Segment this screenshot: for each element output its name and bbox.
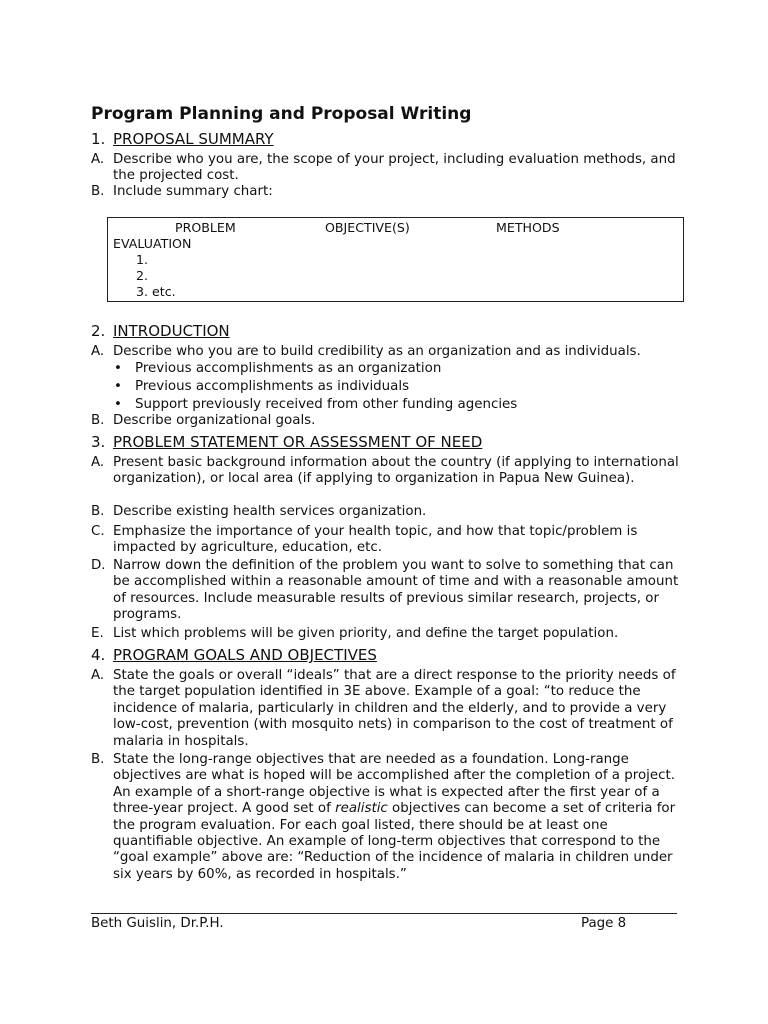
list-item [91, 524, 681, 557]
section-number: 4. [91, 646, 106, 664]
item-letter: A. [91, 668, 105, 683]
list-item [91, 558, 681, 624]
bullet-icon: • [114, 397, 122, 412]
bullet-item [114, 379, 409, 395]
page-title: Program Planning and Proposal Writing [91, 104, 472, 124]
section-label: PROGRAM GOALS AND OBJECTIVES [113, 646, 377, 664]
item-text: Emphasize the importance of your health topic, and how that topic/problem is impacted by agriculture, education, etc. [113, 524, 638, 556]
section-heading-4 [91, 646, 377, 664]
item-letter: C. [91, 524, 105, 539]
item-letter: B. [91, 504, 105, 519]
list-item [91, 668, 681, 750]
chart-row: 3. etc. [136, 284, 176, 299]
section-number: 1. [91, 130, 106, 148]
list-item [91, 455, 681, 488]
footer-author: Beth Guislin, Dr.P.H. [91, 916, 224, 931]
section-heading-1 [91, 130, 274, 148]
item-letter: A. [91, 455, 105, 470]
section-heading-3 [91, 433, 482, 451]
item-letter: E. [91, 626, 104, 641]
bullet-text: Previous accomplishments as an organization [135, 361, 442, 376]
item-text: State the long-range objectives that are needed as a foundation. Long-range objectives are what is hoped will be accomplished after the completion of a project. An example of a short-range objective is what is expected after the first year of a three-year project. A good set of realistic objectives can become a set of criteria for the program evaluation. For each goal listed, there should be at least one quantifiable objective. An example of long-term objectives that correspond to the “goal example” above are: “Reduction of the incidence of malaria in children under six years by 60%, as recorded in hospitals.” [113, 752, 676, 882]
chart-header-problem: PROBLEM [175, 220, 236, 235]
item-text: Present basic background information about the country (if applying to international organization), or local area (if applying to organization in Papua New Guinea). [113, 455, 679, 487]
summary-chart [107, 217, 684, 302]
chart-header-evaluation: EVALUATION [113, 236, 192, 251]
chart-header-objectives: OBJECTIVE(S) [325, 220, 410, 235]
chart-row: 2. [136, 268, 149, 283]
list-item [91, 752, 681, 883]
item-text: Describe organizational goals. [113, 413, 316, 428]
bullet-icon: • [114, 361, 122, 376]
item-letter: B. [91, 184, 105, 199]
item-text: Narrow down the definition of the problem you want to solve to something that can be accomplished within a reasonable amount of time and with a reasonable amount of resources. Include measurable results of previous similar research, projects, or programs. [113, 558, 679, 623]
item-text: List which problems will be given priority, and define the target population. [113, 626, 619, 641]
bullet-item [114, 397, 517, 413]
section-heading-2 [91, 322, 230, 340]
item-text: Include summary chart: [113, 184, 273, 199]
section-label: PROBLEM STATEMENT OR ASSESSMENT OF NEED [113, 433, 483, 451]
item-letter: B. [91, 752, 105, 767]
item-text: Describe existing health services organization. [113, 504, 427, 519]
footer-rule [91, 913, 677, 914]
item-letter: D. [91, 558, 106, 573]
footer-page-number: Page 8 [581, 916, 627, 931]
list-item [91, 184, 681, 200]
item-letter: A. [91, 344, 105, 359]
section-number: 2. [91, 322, 106, 340]
list-item [91, 413, 681, 429]
list-item [91, 344, 681, 360]
bullet-text: Support previously received from other funding agencies [135, 397, 518, 412]
section-label: INTRODUCTION [113, 322, 230, 340]
bullet-icon: • [114, 379, 122, 394]
chart-row: 1. [136, 252, 149, 267]
section-number: 3. [91, 433, 106, 451]
list-item [91, 626, 681, 642]
item-letter: A. [91, 152, 105, 167]
list-item [91, 152, 681, 185]
bullet-item [114, 361, 441, 377]
item-text: Describe who you are, the scope of your project, including evaluation methods, and the projected cost. [113, 152, 676, 184]
bullet-text: Previous accomplishments as individuals [135, 379, 410, 394]
list-item [91, 504, 681, 520]
section-label: PROPOSAL SUMMARY [113, 130, 274, 148]
item-text: Describe who you are to build credibility as an organization and as individuals. [113, 344, 641, 359]
item-text: State the goals or overall “ideals” that are a direct response to the priority needs of the target population identified in 3E above. Example of a goal: “to reduce the incidence of malaria, particularly in children and the elderly, and to provide a very low-cost, prevention (with mosquito nets) in comparison to the cost of treatment of malaria in hospitals. [113, 668, 676, 749]
chart-header-methods: METHODS [496, 220, 560, 235]
emphasis-text: realistic [335, 801, 388, 817]
item-letter: B. [91, 413, 105, 428]
